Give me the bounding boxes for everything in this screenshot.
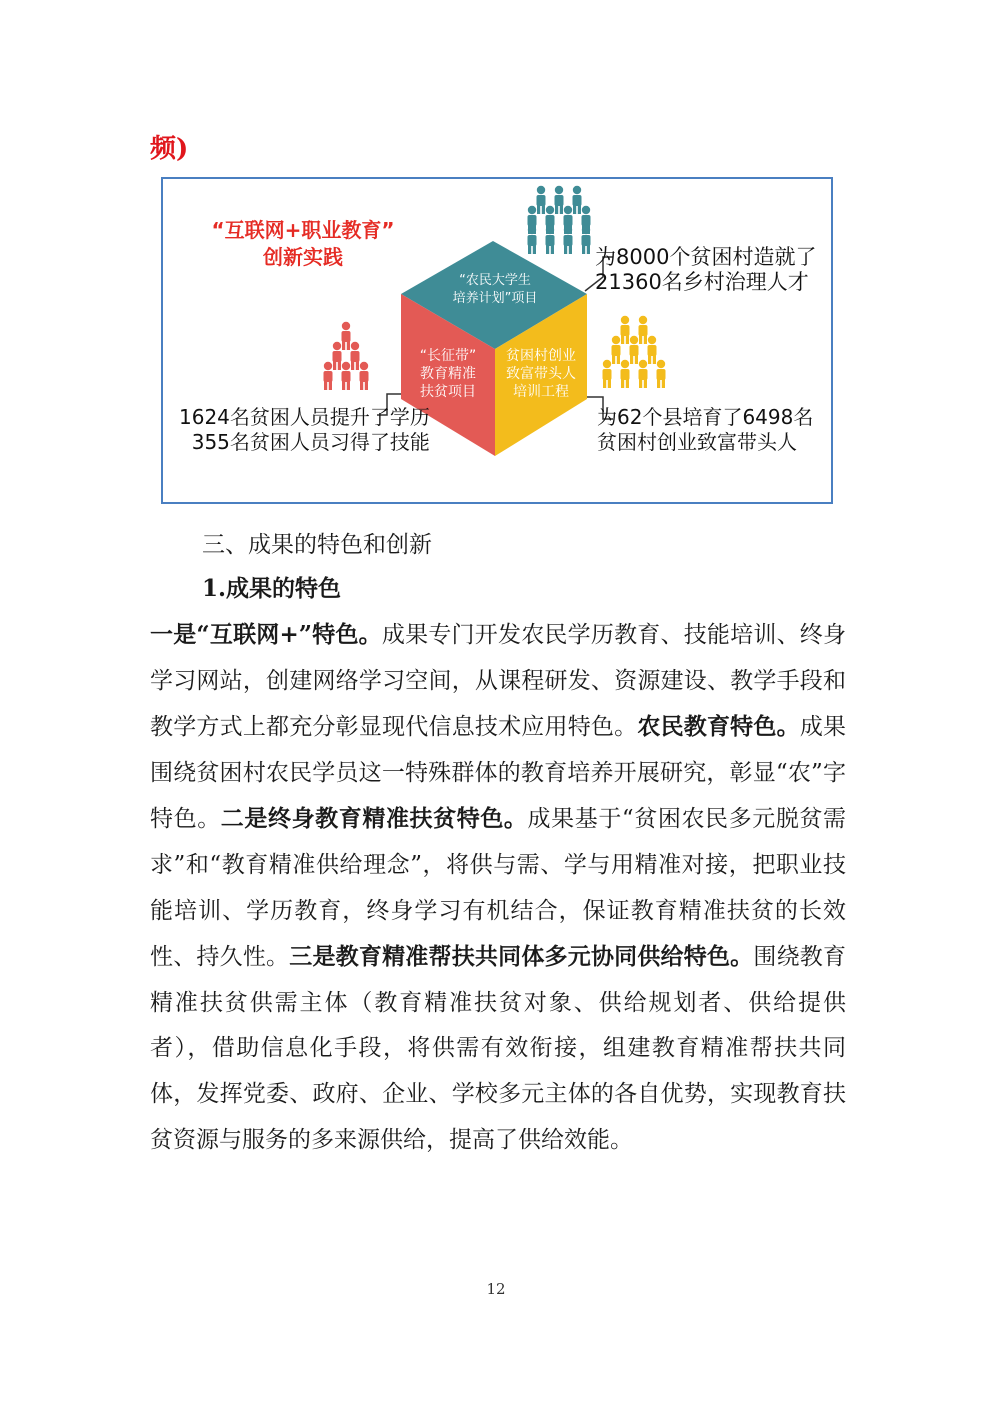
subsection-heading: 1.成果的特色 [202,575,342,602]
left-face-line1: “长征带” [419,348,477,364]
top-result-text [595,245,816,295]
right-result-line1: 为62个县培育了6498名 [597,405,814,429]
people-group-teal-icon [528,186,591,254]
left-face-label [403,347,493,401]
left-result-line1: 1624名贫困人员提升了学历 [179,405,430,429]
top-result-line1: 为8000个贫困村造就了 [595,245,817,269]
bold-lead-2: 农民教育特色。 [637,713,800,741]
right-face-line1: 贫困村创业 [506,348,576,364]
left-face-line3: 扶贫项目 [420,384,476,400]
body-text-3: 成果基于“贫困农民多元脱贫需求”和“教育精准供给理念”，将供与需、学与用精准对接，把职业技能培训、学历教育，终身学习有机结合，保证教育精准扶贫的长效性、持久性。 [150,806,847,971]
achievement-figure [161,177,833,504]
header-fragment: 频) [150,134,189,164]
bold-lead-1: 一是“互联网+”特色。 [150,621,382,648]
figure-title-line1: “互联网+职业教育” [211,218,395,242]
section-heading: 三、成果的特色和创新 [202,532,432,558]
left-face-line2: 教育精准 [420,366,476,382]
page-number: 12 [486,1280,506,1298]
bold-lead-4: 三是教育精准帮扶共同体多元协同供给特色。 [289,943,754,971]
right-face-label [497,347,585,401]
right-face-line3: 培训工程 [513,384,569,400]
body-paragraph [150,612,846,1163]
left-result-line2: 355名贫困人员习得了技能 [191,430,430,454]
body-text-1: 成果专门开发农民学历教育、技能培训、终身学习网站，创建网络学习空间，从课程研发、资源建设、教学手段和教学方式上都充分彰显现代信息技术应用特色。 [150,622,847,741]
right-result-line2: 贫困村创业致富带头人 [597,430,797,454]
top-face-label [433,272,557,308]
right-face-line2: 致富带头人 [506,366,576,382]
figure-title [193,217,413,271]
top-face-line2: 培养计划”项目 [452,291,538,306]
body-text-4: 围绕教育精准扶贫供需主体（教育精准扶贫对象、供给规划者、供给提供者），借助信息化手段，将供需有效衔接，组建教育精准帮扶共同体，发挥党委、政府、企业、学校多元主体的各自优势，实现教育扶贫资源与服务的多来源供给，提高了供给效能。 [150,944,847,1153]
body-text-2: 成果围绕贫困村农民学员这一特殊群体的教育培养开展研究，彰显“农”字特色。 [150,714,847,833]
bold-lead-3: 二是终身教育精准扶贫特色。 [220,805,528,833]
left-result-text [179,405,430,455]
people-group-yellow-icon [603,316,666,388]
right-result-text [597,405,813,455]
people-group-red-icon [324,322,369,390]
figure-title-line2: 创新实践 [263,245,343,269]
top-face-line1: “农民大学生 [459,273,531,288]
top-result-line2: 21360名乡村治理人才 [595,270,809,294]
